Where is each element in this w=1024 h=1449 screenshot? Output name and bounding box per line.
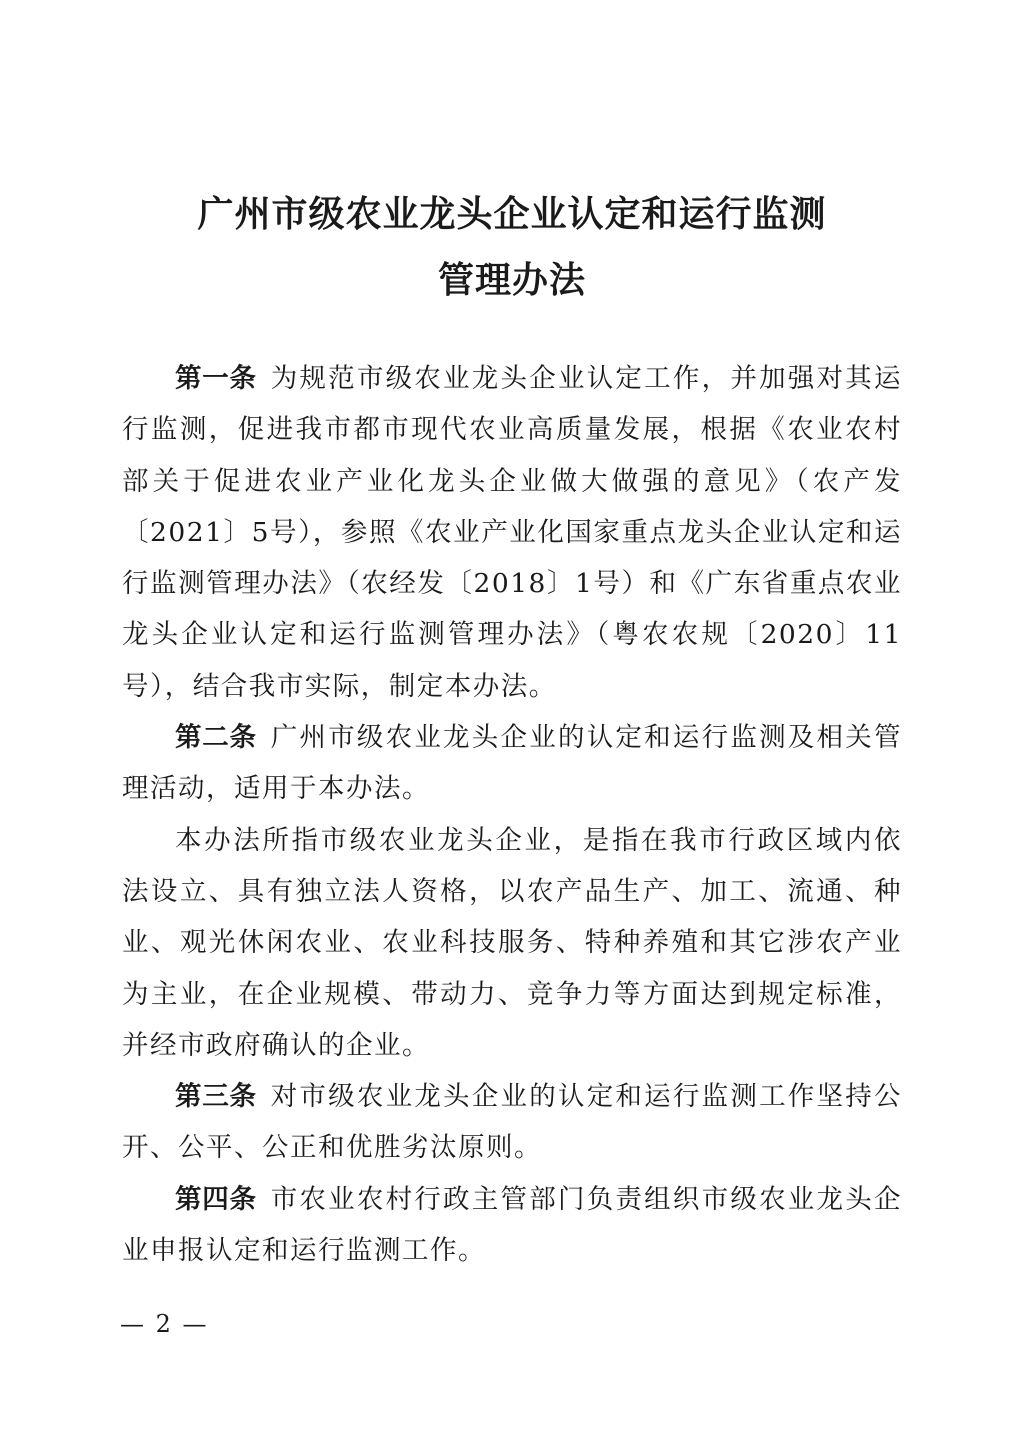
page-number: — 2 —: [120, 1310, 209, 1338]
document-title-line-1: 广州市级农业龙头企业认定和运行监测: [197, 194, 827, 235]
article-2-paragraph: [122, 712, 902, 815]
article-2-continuation-text: 本办法所指市级农业龙头企业，是指在我市行政区域内依法设立、具有独立法人资格，以农产品生产、加工、流通、种业、观光休闲农业、农业科技服务、特种养殖和其它涉农产业为主业，在企业规模、带动力、竞争力等方面达到规定标准，并经市政府确认的企业。: [122, 824, 902, 1061]
document-body: [122, 353, 902, 1276]
document-title-line-2: 管理办法: [437, 260, 586, 301]
article-1-text: 为规范市级农业龙头企业认定工作，并加强对其运行监测，促进我市都市现代农业高质量发展，根据《农业农村部关于促进农业产业化龙头企业做大做强的意见》（农产发〔2021〕5号），参照《农业产业化国家重点龙头企业认定和运行监测管理办法》（农经发〔2018〕1号）和《广东省重点农业龙头企业认定和运行监测管理办法》（粤农农规〔2020〕11号），结合我市实际，制定本办法。: [122, 363, 902, 702]
article-1-heading: 第一条: [175, 363, 257, 394]
article-4-paragraph: [122, 1174, 902, 1277]
article-2-heading: 第二条: [175, 722, 257, 754]
article-4-heading: 第四条: [175, 1183, 257, 1215]
article-4-text: 市农业农村行政主管部门负责组织市级农业龙头企业申报认定和运行监测工作。: [122, 1183, 902, 1267]
article-3-paragraph: [122, 1071, 902, 1174]
article-1-paragraph: [122, 353, 902, 712]
article-2-text: 广州市级农业龙头企业的认定和运行监测及相关管理活动，适用于本办法。: [122, 722, 902, 805]
article-2-continuation-paragraph: [122, 815, 902, 1071]
article-3-text: 对市级农业龙头企业的认定和运行监测工作坚持公开、公平、公正和优胜劣汰原则。: [122, 1081, 902, 1164]
article-3-heading: 第三条: [175, 1081, 257, 1113]
